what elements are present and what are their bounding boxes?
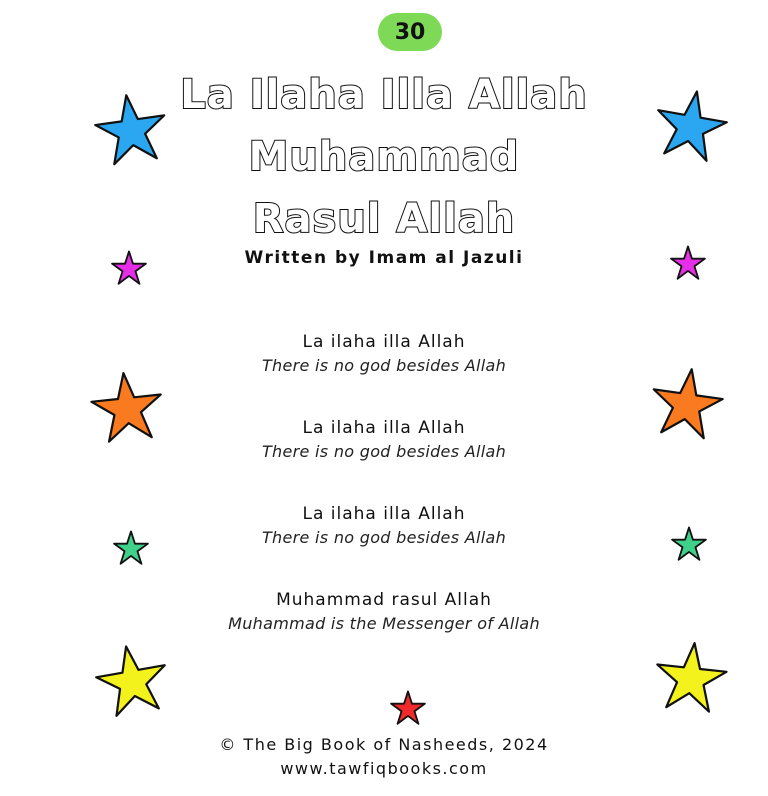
copyright-text: © The Big Book of Nasheeds, 2024 <box>219 735 549 754</box>
yellow-star-icon-left <box>95 643 169 717</box>
verse-translation: Muhammad is the Messenger of Allah <box>228 614 540 633</box>
green-star-icon-left <box>113 530 149 566</box>
verse-translation: There is no god besides Allah <box>261 442 507 461</box>
website-text: www.tawfiqbooks.com <box>280 759 488 778</box>
author-credit: Written by Imam al Jazuli <box>244 248 524 268</box>
verse-translation: There is no god besides Allah <box>261 528 507 547</box>
verse-4 <box>0 588 768 636</box>
verse-line: La ilaha illa Allah <box>302 332 466 352</box>
title-line-2: Muhammad <box>248 134 520 180</box>
page-number: 30 <box>394 19 426 45</box>
verse-line: La ilaha illa Allah <box>302 418 466 438</box>
title-line-3: Rasul Allah <box>252 196 516 242</box>
orange-star-icon-left <box>90 370 164 444</box>
blue-star-icon-left <box>94 92 168 166</box>
yellow-star-icon-right <box>654 640 728 714</box>
verse-line: Muhammad rasul Allah <box>276 590 492 610</box>
magenta-star-icon-left <box>111 250 147 286</box>
title-line-1: La Ilaha Illa Allah <box>180 72 588 118</box>
verse-line: La ilaha illa Allah <box>302 504 466 524</box>
page-number-badge <box>378 13 442 51</box>
magenta-star-icon-right <box>670 245 706 281</box>
blue-star-icon-right <box>654 88 728 162</box>
verse-translation: There is no god besides Allah <box>261 356 507 375</box>
green-star-icon-right <box>671 526 707 562</box>
red-star-icon <box>390 690 426 726</box>
orange-star-icon-right <box>650 366 724 440</box>
